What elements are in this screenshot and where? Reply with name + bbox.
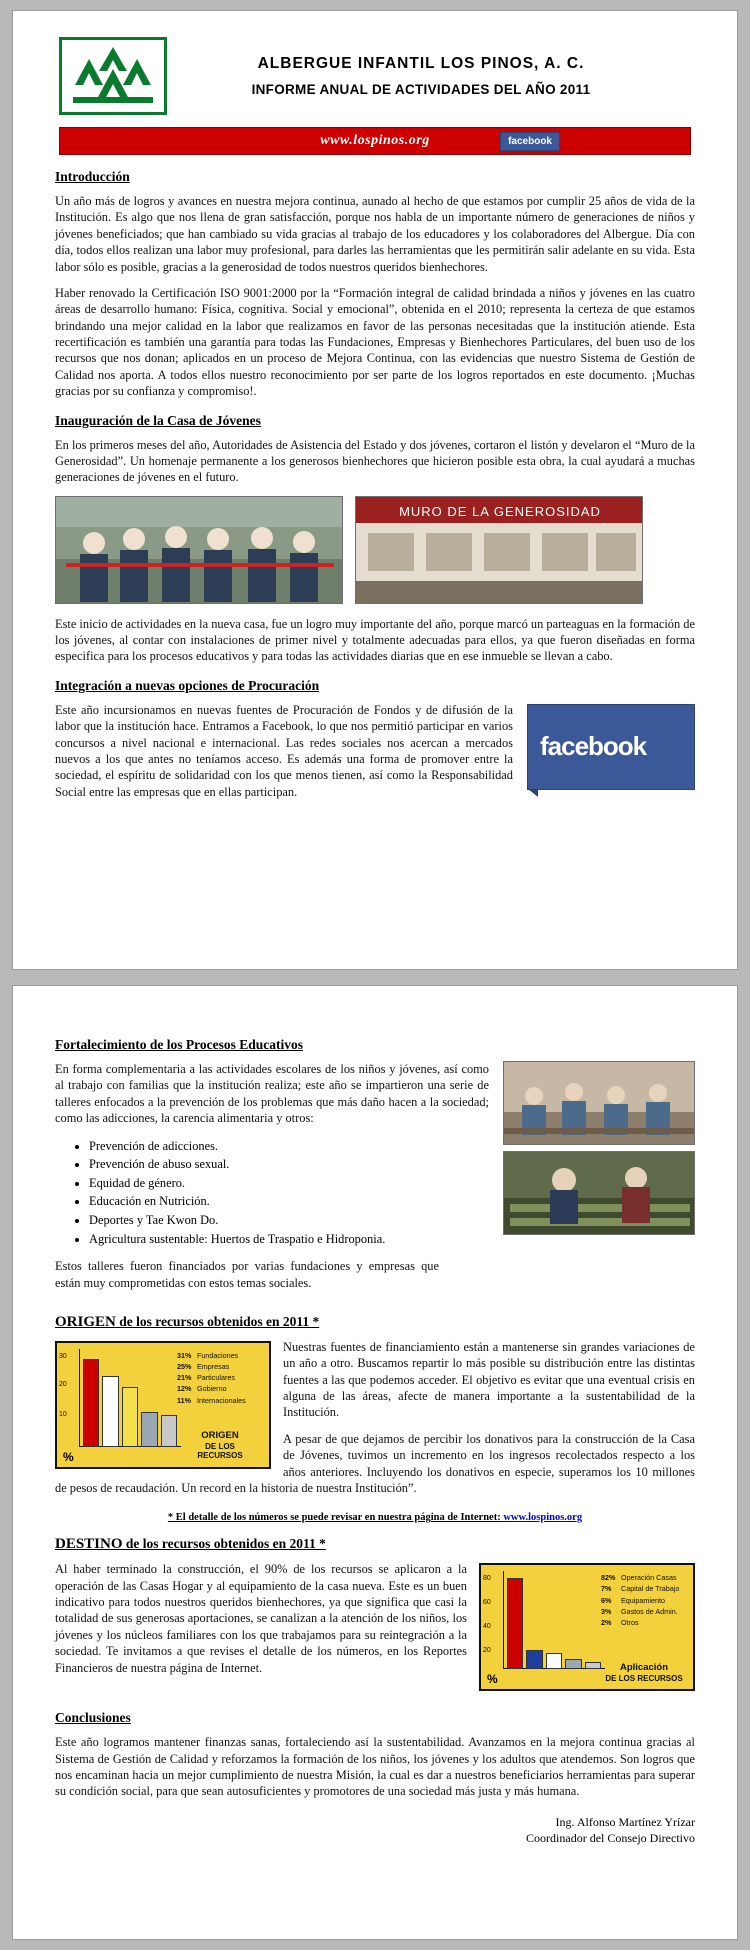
- bar-otros: [585, 1662, 601, 1670]
- origen-paragraph-1: Nuestras fuentes de financiamiento están a mantenerse sin grandes variaciones de un año a otro. Buscamos repartir lo más posible su distribución entre las distintas fuentes a las que podemos acceder. El objetivo es evitar que una eventual crisis en alguna de las áreas, afecte de manera importante a la sustentabilidad de la Institución.: [283, 1339, 695, 1420]
- website-url[interactable]: www.lospinos.org: [320, 133, 430, 148]
- origen-footnote: * El detalle de los números se puede revisar en nuestra página de Internet: www.lospinos.org: [167, 1512, 583, 1524]
- photo-column-educativos: [503, 1061, 695, 1241]
- chart-y-axis: [503, 1571, 504, 1669]
- facebook-logo-block[interactable]: [527, 704, 695, 790]
- legend-item: 11% Internacionales: [177, 1395, 246, 1405]
- section-heading-origen: [55, 1314, 695, 1331]
- bar-empresas: [102, 1376, 118, 1447]
- section-heading-introduccion: Introducción: [55, 169, 130, 184]
- report-title: INFORME ANUAL DE ACTIVIDADES DEL AÑO 2011: [251, 82, 591, 97]
- origen-keyword: ORIGEN: [55, 1313, 116, 1330]
- list-item: • Agricultura sustentable: Huertos de Traspatio e Hidroponia.: [89, 1230, 695, 1249]
- facebook-wordmark: facebook: [540, 730, 647, 761]
- section-heading-destino: [55, 1536, 695, 1553]
- section-heading-procuracion: Integración a nuevas opciones de Procuración: [55, 677, 320, 693]
- y-tick: 10: [59, 1410, 67, 1418]
- section-heading-inauguracion: Inauguración de la Casa de Jóvenes: [55, 412, 261, 428]
- legend-item: 82% Operación Casas: [601, 1573, 677, 1583]
- website-bar: [59, 127, 691, 155]
- list-item: • Prevención de abuso sexual.: [89, 1155, 695, 1174]
- document-header: [55, 31, 695, 117]
- lospinos-link[interactable]: www.lospinos.org: [503, 1512, 583, 1524]
- y-tick: 20: [483, 1647, 491, 1655]
- signature-role: Coordinador del Consejo Directivo: [526, 1830, 695, 1845]
- facebook-icon[interactable]: facebook: [500, 132, 560, 151]
- y-axis-label: %: [487, 1672, 498, 1687]
- intro-paragraph-2: Haber renovado la Certificación ISO 9001:2000 por la “Formación integral de calidad brindada a niños y jóvenes en las cuatro áreas de desarrollo humano: Física, cognitiva. Social y emocional”, obtenida en el 2010; representa la certeza de que estamos brindando una mejor calidad en la labor que realizamos en favor de las personas necesitadas que la institución atiende. Esta recertificación es también una garantía para todas las Fundaciones, Empresas y Bienhechores Particulares, del buen uso de los recursos que nos donan; aplicados en un proceso de Mejora Continua, con las evidencias que nuestro Sistema de Gestión de Calidad nos aporta. A todos ellos nuestro reconocimiento por ser parte de los logros reportados en este documento. ¡Muchas gracias por su confianza y compromiso!.: [55, 285, 695, 399]
- legend-item: 31% Fundaciones: [177, 1350, 239, 1360]
- report-page-1: [12, 10, 738, 970]
- destino-keyword: DESTINO: [55, 1536, 123, 1553]
- photo-corte-de-liston: [55, 496, 343, 604]
- legend-item: 2% Otros: [601, 1617, 639, 1627]
- bar-particulares: [122, 1387, 138, 1447]
- list-item: • Equidad de género.: [89, 1174, 695, 1193]
- photo-huerto-hidroponia: [503, 1151, 695, 1235]
- chart-legend: [601, 1572, 689, 1628]
- conclusiones-paragraph-1: Este año logramos mantener finanzas sanas, fortaleciendo así la sustentabilidad. Avanzamos en la mejora continua gracias al Sistema de Gestión de Calidad y reforzamos la formación de los niños, los jóvenes y los adultos que atendemos. Son logros que nos encaminan hacia un mejor cumplimiento de nuestra Misión, la cual es dar a nuestros beneficiarios herramientas para superar su condición social, para que sean autosuficientes y promotores de una sociedad más justa y más humana.: [55, 1735, 695, 1799]
- legend-item: 6% Equipamiento: [601, 1595, 665, 1605]
- albergue-los-pinos-logo: [59, 37, 167, 115]
- bar-capital-de-trabajo: [526, 1650, 542, 1669]
- section-heading-conclusiones: Conclusiones: [55, 1710, 131, 1726]
- photo-row-inauguracion: [55, 496, 695, 604]
- org-title: ALBERGUE INFANTIL LOS PINOS, A. C.: [257, 55, 585, 72]
- section-heading-educativos: Fortalecimiento de los Procesos Educativos: [55, 1037, 303, 1052]
- y-tick: 30: [59, 1352, 67, 1360]
- list-item: • Prevención de adicciones.: [89, 1137, 695, 1156]
- educativos-paragraph-2: Estos talleres fueron financiados por varias fundaciones y empresas que están muy comprometidas con estos temas sociales.: [55, 1259, 439, 1290]
- chart-origen-de-los-recursos: [55, 1341, 271, 1469]
- chart-caption: ORIGEN DE LOS RECURSOS: [197, 1430, 243, 1461]
- y-axis-label: %: [63, 1449, 74, 1464]
- y-tick: 40: [483, 1623, 491, 1631]
- bar-gastos-admin: [565, 1659, 581, 1670]
- destino-paragraph-1: Al haber terminado la construcción, el 90% de los recursos se aplicaron a la operación de las Casas Hogar y al equipamiento de la casa nueva. Este es un buen indicativo para todos nuestros queridos bienhechores, ya que significa que casi la totalidad de sus generosas aportaciones, se canalizan a la atención de los niños, los jóvenes y los núcleos familiares con los que trabajamos para su reintegración a la sociedad. Te invitamos a que revises el detalle de los números, en los Reportes Financieros de nuestra página de Internet.: [55, 1562, 467, 1675]
- svg-text:MURO DE LA GENEROSIDAD: MURO DE LA GENEROSIDAD: [399, 503, 601, 519]
- bar-internacionales: [161, 1415, 177, 1447]
- y-tick: 60: [483, 1599, 491, 1607]
- bar-equipamiento: [546, 1653, 562, 1669]
- legend-item: 3% Gastos de Admin.: [601, 1606, 678, 1616]
- legend-item: 12% Gobierno: [177, 1384, 227, 1394]
- bar-gobierno: [141, 1412, 157, 1447]
- inauguracion-paragraph-1: En los primeros meses del año, Autoridades de Asistencia del Estado y dos jóvenes, cortaron el listón y develaron el “Muro de la Generosidad”. Un homenaje permanente a los generosos bienhechores que hicieron posible esta obra, la cual ayudará a muchas generaciones de jóvenes en el futuro.: [55, 437, 695, 485]
- report-page-2: [12, 985, 738, 1940]
- origen-paragraph-2: A pesar de que dejamos de percibir los donativos para la construcción de la Casa de Jóvenes, tuvimos un incremento en los ingresos recolectados respecto a los años anteriores. Incluyendo los donativos en especie, superamos los 10 millones de pesos de recaudación. Un record en la historia de nuestra Institución”.: [55, 1431, 695, 1495]
- list-item: • Deportes y Tae Kwon Do.: [89, 1211, 695, 1230]
- photo-muro-de-la-generosidad: [355, 496, 643, 604]
- signature-name: Ing. Alfonso Martínez Yrízar: [555, 1814, 695, 1829]
- chart-legend: [177, 1350, 265, 1406]
- bar-operacion-casas: [507, 1578, 523, 1669]
- photo-taller-ninos: [503, 1061, 695, 1145]
- educativos-paragraph-1: En forma complementaria a las actividades escolares de los niños y jóvenes, así como al trabajo con familias que la institución realiza; este año se impartieron una serie de talleres enfocados a la prevención de los problemas que más daño hacen a la sociedad; como las adicciones, la carencia alimentaria y otros:: [55, 1062, 489, 1126]
- signature-block: [55, 1814, 695, 1846]
- chart-plot-area: [507, 1573, 601, 1669]
- chart-plot-area: [83, 1351, 177, 1447]
- procuracion-paragraph-1: Este año incursionamos en nuevas fuentes de Procuración de Fondos y de difusión de la labor que la institución hace. Entramos a Facebook, lo que nos permitió participar en varios concursos a nivel nacional e internacional. Las redes sociales nos acercan a mercados nuevos a los que antes no teníamos acceso. Es además una forma de promover entre la sociedad, el espíritu de solidaridad con los que menos tienen, así como la Responsabilidad Social entre las empresas que en ellas participan.: [55, 702, 513, 799]
- legend-item: 25% Empresas: [177, 1362, 230, 1372]
- chart-caption: Aplicación DE LOS RECURSOS: [605, 1662, 683, 1683]
- intro-paragraph-1: Un año más de logros y avances en nuestra mejora continua, aunado al hecho de que estamos por cumplir 25 años de vida de la Institución. Es algo que nos llena de gran satisfacción, porque nos habla de un importante número de generaciones de niños y jóvenes beneficiados; que han cambiado su vida gracias al trabajo de los educadores y los colaboradores del Albergue. Día con día, todos ellos realizan una labor muy profesional, para darles las herramientas que les permitirán salir adelante en su vida. Esta labor sólo es posible, gracias a la generosidad de todos nuestros queridos bienhechores.: [55, 194, 695, 274]
- destino-heading-rest: de los recursos obtenidos en 2011 *: [122, 1536, 326, 1552]
- origen-heading-rest: de los recursos obtenidos en 2011 *: [115, 1313, 320, 1329]
- chart-destino-de-los-recursos: [479, 1563, 695, 1691]
- inauguracion-paragraph-2: Este inicio de actividades en la nueva casa, fue un logro muy importante del año, porque marcó un parteaguas en la formación de los jóvenes, al contar con instalaciones de primer nivel y totalmente adecuadas para ellos, ya que fueron diseñadas en forma especifica para los procesos educativos y para todas las actividades diarias que en ese inmueble se llevan a cabo.: [55, 616, 695, 664]
- bar-fundaciones: [83, 1359, 99, 1447]
- legend-item: 21% Particulares: [177, 1373, 235, 1383]
- chart-y-axis: [79, 1349, 80, 1447]
- y-tick: 80: [483, 1575, 491, 1583]
- y-tick: 20: [59, 1380, 67, 1388]
- legend-item: 7% Capital de Trabajo: [601, 1584, 680, 1594]
- list-item: • Educación en Nutrición.: [89, 1192, 695, 1211]
